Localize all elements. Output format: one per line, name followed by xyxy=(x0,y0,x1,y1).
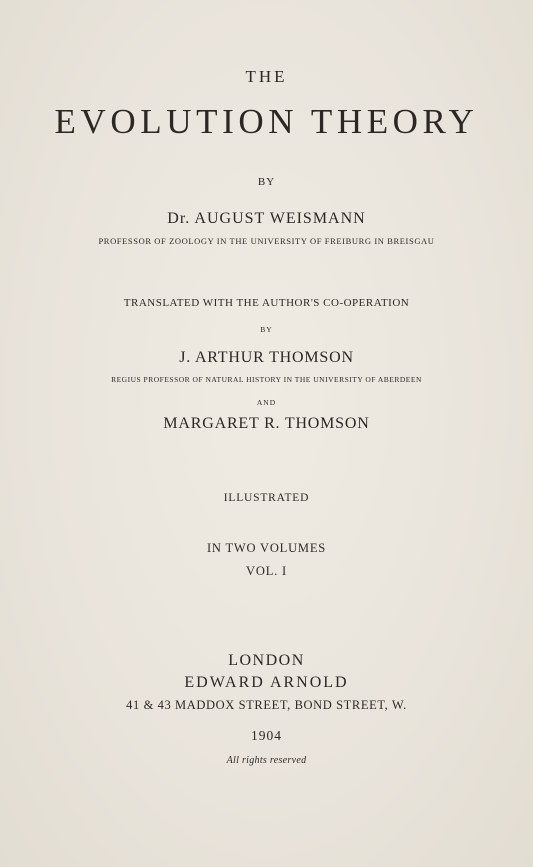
translator-name-1: J. ARTHUR THOMSON xyxy=(179,349,354,366)
translator-name-2: MARGARET R. THOMSON xyxy=(163,415,370,432)
rights-note: All rights reserved xyxy=(226,755,307,766)
publication-year: 1904 xyxy=(251,728,282,743)
volume-number: VOL. I xyxy=(246,564,287,578)
book-title: EVOLUTION THEORY xyxy=(54,102,479,141)
title-article: THE xyxy=(245,67,288,86)
publication-city: LONDON xyxy=(228,652,305,669)
by-label: BY xyxy=(257,176,276,188)
translator-affiliation-1: REGIUS PROFESSOR OF NATURAL HISTORY IN THE UNIVERSITY OF ABERDEEN xyxy=(111,375,422,384)
author-affiliation: PROFESSOR OF ZOOLOGY IN THE UNIVERSITY OF FREIBURG IN BREISGAU xyxy=(98,236,435,246)
author-name: Dr. AUGUST WEISMANN xyxy=(167,210,366,227)
and-label: AND xyxy=(256,398,277,407)
publisher-address: 41 & 43 MADDOX STREET, BOND STREET, W. xyxy=(126,698,407,712)
publisher-name: EDWARD ARNOLD xyxy=(184,674,349,691)
illustrated-note: ILLUSTRATED xyxy=(223,492,310,504)
volumes-note: IN TWO VOLUMES xyxy=(206,541,327,555)
translated-by-label: BY xyxy=(260,325,273,334)
translation-note: TRANSLATED WITH THE AUTHOR'S CO-OPERATION xyxy=(123,297,410,309)
